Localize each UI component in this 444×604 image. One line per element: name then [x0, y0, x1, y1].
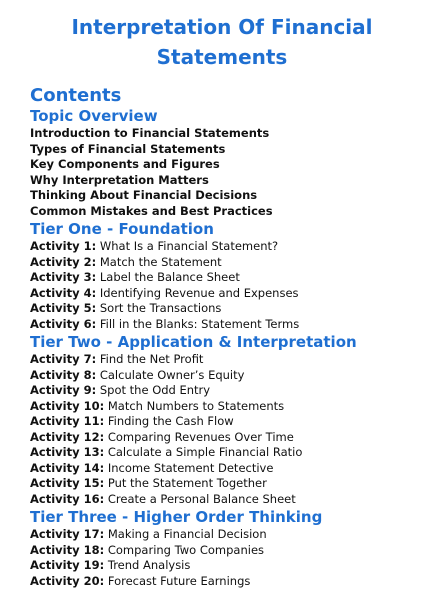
tier-two-activity-list: [30, 352, 430, 507]
section-heading-tier-two: Tier Two - Application & Interpretation: [30, 333, 357, 351]
activity-label: Activity 8:: [30, 367, 97, 382]
activity-item: [30, 368, 430, 384]
activity-title: Spot the Odd Entry: [99, 383, 211, 397]
topic-item: Why Interpretation Matters: [30, 172, 209, 187]
activity-label: Activity 17:: [30, 527, 105, 541]
activity-item: [30, 301, 430, 317]
activity-label: Activity 14:: [30, 460, 105, 475]
tier-three-activity-list: [30, 527, 430, 589]
activity-title: Trend Analysis: [107, 558, 191, 572]
activity-title: Comparing Two Companies: [107, 542, 265, 557]
section-heading-tier-one: Tier One - Foundation: [30, 220, 214, 238]
activity-item: [30, 492, 430, 508]
topic-item: Introduction to Financial Statements: [30, 126, 270, 140]
topic-item: Key Components and Figures: [30, 157, 220, 171]
activity-item: [30, 383, 430, 399]
activity-item: [30, 461, 430, 477]
activity-title: Find the Net Profit: [99, 352, 204, 366]
activity-title: What Is a Financial Statement?: [99, 239, 279, 253]
activity-label: Activity 19:: [30, 558, 105, 572]
activity-label: Activity 3:: [30, 270, 97, 284]
activity-title: Put the Statement Together: [107, 476, 267, 490]
topic-item: Types of Financial Statements: [30, 141, 226, 156]
activity-label: Activity 15:: [30, 476, 105, 490]
activity-title: Forecast Future Earnings: [107, 573, 251, 588]
activity-label: Activity 18:: [30, 542, 105, 557]
activity-title: Income Statement Detective: [107, 460, 274, 475]
section-heading-topic-overview: Topic Overview: [30, 107, 158, 125]
activity-label: Activity 6:: [30, 316, 97, 331]
activity-title: Identifying Revenue and Expenses: [99, 285, 299, 300]
activity-item: [30, 317, 430, 333]
activity-item: [30, 270, 430, 286]
section-heading-tier-three: Tier Three - Higher Order Thinking: [30, 508, 323, 526]
activity-title: Making a Financial Decision: [107, 527, 267, 541]
activity-title: Finding the Cash Flow: [107, 414, 234, 428]
activity-label: Activity 11:: [30, 414, 105, 428]
topic-item: Thinking About Financial Decisions: [30, 188, 258, 202]
activity-item: [30, 558, 430, 574]
activity-title: Calculate Owner’s Equity: [99, 367, 245, 382]
document-title-line-2: Statements: [156, 45, 288, 69]
activity-label: Activity 2:: [30, 254, 97, 269]
activity-title: Create a Personal Balance Sheet: [107, 491, 296, 506]
activity-item: [30, 543, 430, 559]
activity-item: [30, 574, 430, 590]
document-title-line-1: Interpretation Of Financial: [71, 15, 373, 39]
activity-label: Activity 13:: [30, 445, 105, 459]
activity-title: Comparing Revenues Over Time: [107, 429, 294, 444]
activity-title: Match Numbers to Statements: [107, 398, 285, 413]
activity-item: [30, 239, 430, 255]
activity-item: [30, 286, 430, 302]
activity-label: Activity 20:: [30, 573, 105, 588]
activity-title: Sort the Transactions: [99, 301, 222, 315]
activity-label: Activity 1:: [30, 239, 97, 253]
activity-item: [30, 255, 430, 271]
activity-item: [30, 414, 430, 430]
activity-title: Match the Statement: [99, 254, 222, 269]
topic-item: Common Mistakes and Best Practices: [30, 203, 273, 218]
activity-label: Activity 16:: [30, 491, 105, 506]
activity-label: Activity 4:: [30, 285, 97, 300]
activity-label: Activity 10:: [30, 398, 105, 413]
activity-label: Activity 7:: [30, 352, 97, 366]
document-title: [0, 12, 444, 72]
activity-title: Fill in the Blanks: Statement Terms: [99, 316, 300, 331]
activity-title: Label the Balance Sheet: [99, 270, 240, 284]
topic-overview-list: [30, 126, 430, 219]
activity-item: [30, 399, 430, 415]
activity-title: Calculate a Simple Financial Ratio: [107, 445, 303, 459]
activity-item: [30, 476, 430, 492]
activity-label: Activity 12:: [30, 429, 105, 444]
activity-item: [30, 527, 430, 543]
contents-heading: Contents: [30, 85, 122, 106]
activity-label: Activity 5:: [30, 301, 97, 315]
activity-label: Activity 9:: [30, 383, 97, 397]
table-of-contents: [30, 86, 430, 589]
activity-item: [30, 445, 430, 461]
activity-item: [30, 352, 430, 368]
tier-one-activity-list: [30, 239, 430, 332]
activity-item: [30, 430, 430, 446]
